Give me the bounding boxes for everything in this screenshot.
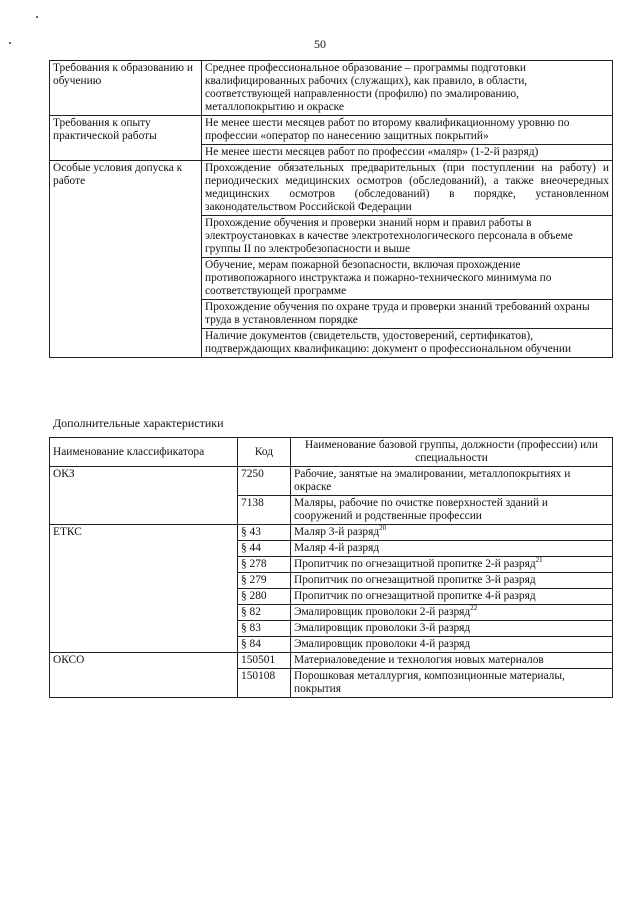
code-cell: § 84 bbox=[238, 637, 291, 653]
classifier-name: ОКЗ bbox=[50, 467, 238, 525]
admission-value: Прохождение обучения и проверки знаний норм и правил работы в электроустановках в качестве электротехнологического персонала в объеме группы II по электробезопасности и выше bbox=[202, 216, 613, 258]
footnote-ref: 20 bbox=[379, 524, 387, 533]
admission-label: Особые условия допуска к работе bbox=[50, 161, 202, 358]
table-row bbox=[50, 61, 613, 116]
footnote-ref: 22 bbox=[470, 604, 478, 613]
table-row bbox=[50, 116, 613, 145]
title-text: Эмалировщик проволоки 2-й разряд bbox=[294, 606, 471, 618]
code-cell: 150108 bbox=[238, 669, 291, 698]
title-cell bbox=[291, 557, 613, 573]
code-cell: § 43 bbox=[238, 525, 291, 541]
title-cell: Эмалировщик проволоки 4-й разряд bbox=[291, 637, 613, 653]
header-row bbox=[50, 438, 613, 467]
classifier-name: ЕТКС bbox=[50, 525, 238, 653]
column-header: Наименование классификатора bbox=[50, 438, 238, 467]
title-cell: Эмалировщик проволоки 3-й разряд bbox=[291, 621, 613, 637]
code-cell: § 44 bbox=[238, 541, 291, 557]
code-cell: § 82 bbox=[238, 605, 291, 621]
title-cell: Маляр 4-й разряд bbox=[291, 541, 613, 557]
code-cell: § 83 bbox=[238, 621, 291, 637]
title-cell: Рабочие, занятые на эмалировании, металлопокрытиях и окраске bbox=[291, 467, 613, 496]
code-cell: § 279 bbox=[238, 573, 291, 589]
education-value: Среднее профессиональное образование – программы подготовки квалифицированных рабочих (служащих), как правило, в области, соответствующей направленности (профилю) по эмалированию, металлопокрытию и окраске bbox=[202, 61, 613, 116]
experience-label: Требования к опыту практической работы bbox=[50, 116, 202, 161]
title-cell: Материаловедение и технология новых материалов bbox=[291, 653, 613, 669]
title-cell bbox=[291, 525, 613, 541]
table-row bbox=[50, 525, 613, 541]
title-cell bbox=[291, 605, 613, 621]
table-row bbox=[50, 653, 613, 669]
title-cell: Порошковая металлургия, композиционные материалы, покрытия bbox=[291, 669, 613, 698]
admission-value: Обучение, мерам пожарной безопасности, включая прохождение противопожарного инструктажа и пожарно-технического минимума по соответствующей программе bbox=[202, 258, 613, 300]
code-cell: § 278 bbox=[238, 557, 291, 573]
experience-value: Не менее шести месяцев работ по второму квалификационному уровню по профессии «оператор по нанесению защитных покрытий» bbox=[202, 116, 613, 145]
column-header: Наименование базовой группы, должности (профессии) или специальности bbox=[291, 438, 613, 467]
admission-value: Прохождение обязательных предварительных (при поступлении на работу) и периодических медицинских осмотров (обследований), а также внеочередных медицинских осмотров (обследований) в порядке, установленном законодательством Российской Федерации bbox=[202, 161, 613, 216]
admission-value: Наличие документов (свидетельств, удостоверений, сертификатов), подтверждающих квалификацию: документ о профессиональном обучении bbox=[202, 329, 613, 358]
code-cell: 7250 bbox=[238, 467, 291, 496]
title-text: Пропитчик по огнезащитной пропитке 2-й разряд bbox=[294, 558, 536, 570]
experience-value: Не менее шести месяцев работ по профессии «маляр» (1-2-й разряд) bbox=[202, 145, 613, 161]
classifier-name: ОКСО bbox=[50, 653, 238, 698]
admission-value: Прохождение обучения по охране труда и проверки знаний требований охраны труда в установленном порядке bbox=[202, 300, 613, 329]
title-cell: Пропитчик по огнезащитной пропитке 3-й разряд bbox=[291, 573, 613, 589]
requirements-table bbox=[49, 60, 613, 358]
page-number: 50 bbox=[314, 37, 326, 51]
title-cell: Пропитчик по огнезащитной пропитке 4-й разряд bbox=[291, 589, 613, 605]
title-cell: Маляры, рабочие по очистке поверхностей зданий и сооружений и родственные профессии bbox=[291, 496, 613, 525]
education-label: Требования к образованию и обучению bbox=[50, 61, 202, 116]
classifier-table bbox=[49, 437, 613, 698]
code-cell: § 280 bbox=[238, 589, 291, 605]
footnote-ref: 21 bbox=[535, 556, 543, 565]
title-text: Маляр 3-й разряд bbox=[294, 526, 380, 538]
code-cell: 7138 bbox=[238, 496, 291, 525]
code-cell: 150501 bbox=[238, 653, 291, 669]
column-header: Код bbox=[238, 438, 291, 467]
table-row bbox=[50, 161, 613, 216]
section-heading: Дополнительные характеристики bbox=[53, 416, 224, 430]
scan-speck bbox=[36, 16, 38, 18]
table-row bbox=[50, 467, 613, 496]
